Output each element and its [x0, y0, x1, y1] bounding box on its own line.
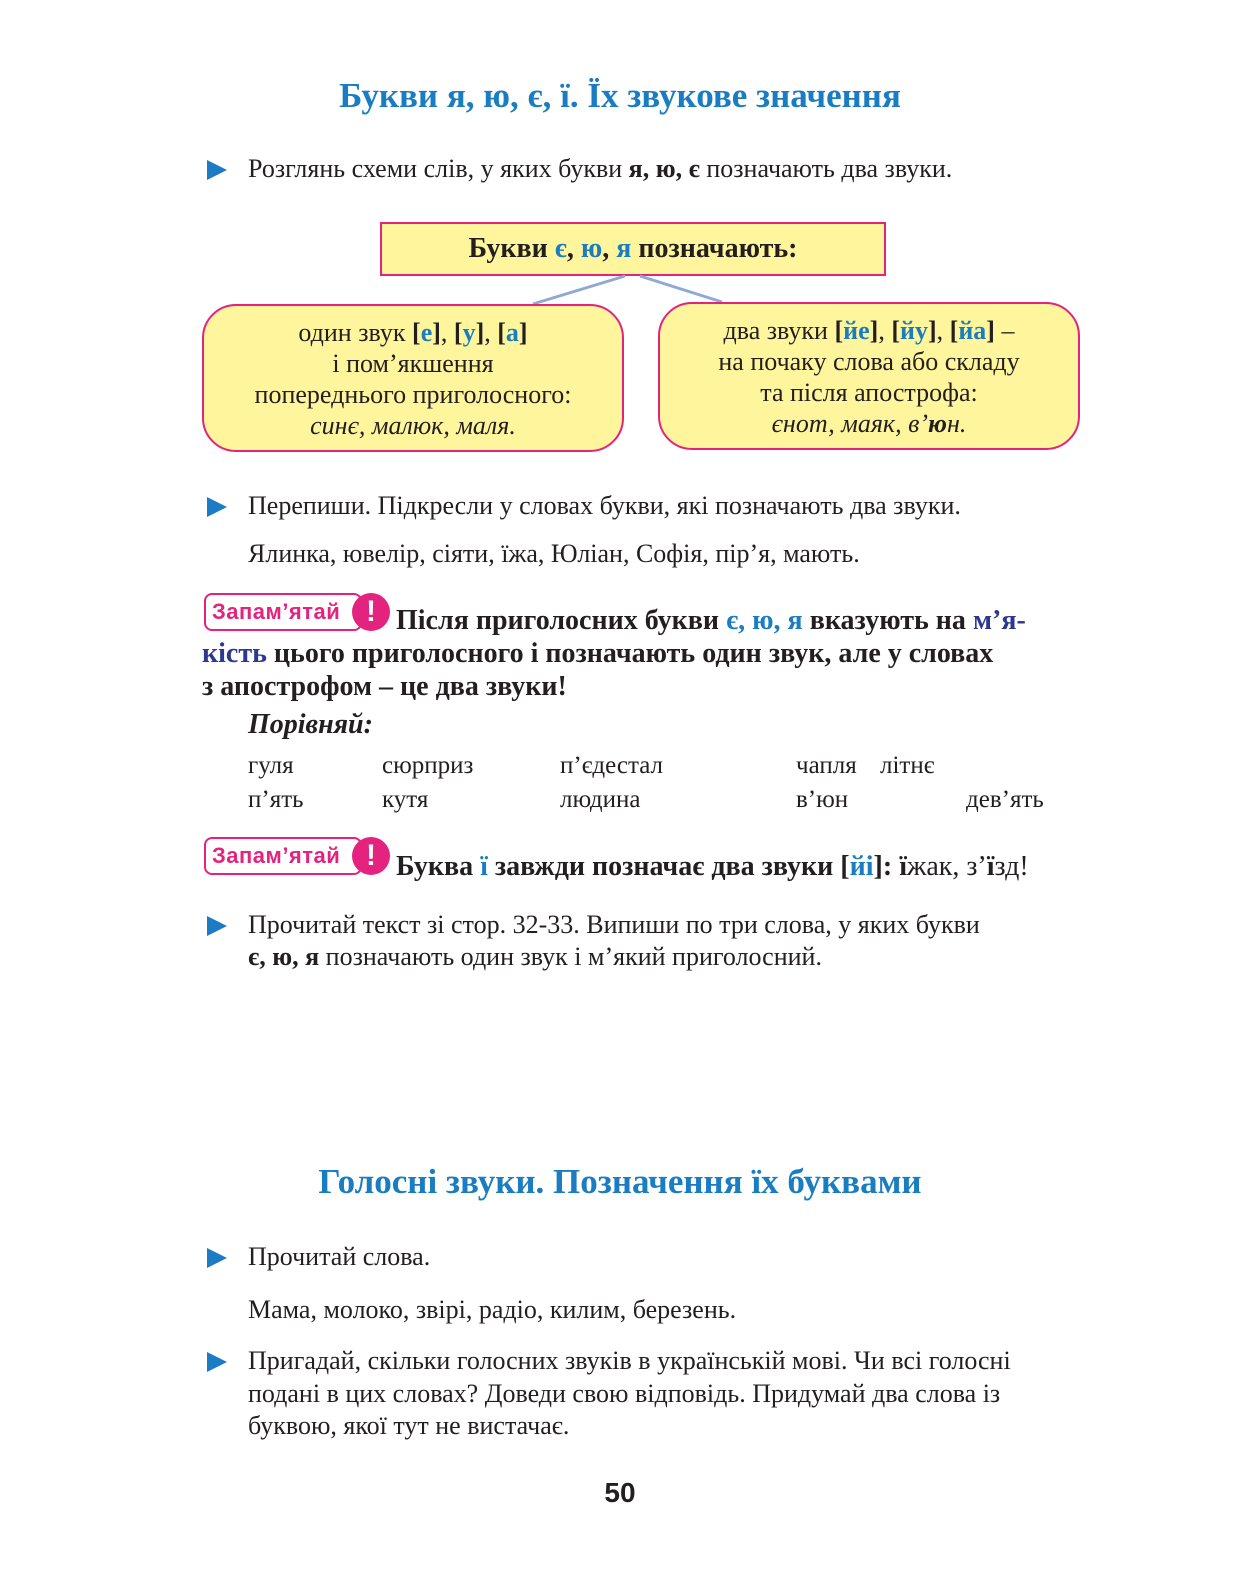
task-4-text: Прочитай слова.: [248, 1242, 431, 1271]
memo-2-text: Буква ї завжди позначає два звуки [йі]: їжак, з’їзд!: [396, 851, 1029, 882]
compare-word: чапля: [796, 752, 857, 779]
task-1-text: Розглянь схеми слів, у яких букви я, ю, є позначають два звуки.: [248, 154, 953, 183]
two-sounds-line-3: та після апострофа:: [760, 378, 978, 407]
remember-badge-label: Запам’ятай: [204, 837, 362, 875]
two-sounds-bubble: [658, 302, 1080, 450]
section-title-2: Голосні звуки. Позначення їх буквами: [318, 1162, 922, 1201]
compare-word: дев’ять: [966, 786, 1044, 813]
two-sounds-line-2: на почаку слова або складу: [718, 347, 1020, 376]
compare-word: п’ять: [248, 786, 304, 813]
compare-word: в’юн: [796, 786, 849, 813]
task-5-line-1: Пригадай, скільки голосних звуків в українській мові. Чи всі голосні: [248, 1346, 1011, 1375]
remember-badge: [202, 593, 392, 631]
task-3-line-1: Прочитай текст зі стор. 32-33. Випиши по три слова, у яких букви: [248, 910, 980, 939]
compare-word: гуля: [248, 752, 294, 779]
page-number: 50: [604, 1477, 636, 1508]
memo-1-line-2: кість цього приголосного і позначають один звук, але у словах: [202, 638, 994, 669]
connector-lines: [0, 0, 1240, 320]
task-arrow-icon: [207, 1352, 227, 1372]
one-sound-line-1: один звук [е], [у], [а]: [298, 318, 528, 347]
exclamation-icon: !: [352, 593, 390, 631]
task-arrow-icon: [207, 916, 227, 936]
task-arrow-icon: [207, 497, 227, 517]
compare-word: літнє: [880, 752, 935, 779]
task-4-words: Мама, молоко, звірі, радіо, килим, березень.: [248, 1295, 737, 1324]
compare-word: людина: [560, 786, 641, 813]
memo-1-line-1: Після приголосних букви є, ю, я вказують на м’я-: [396, 605, 1026, 636]
task-2-text: Перепиши. Підкресли у словах букви, які позначають два звуки.: [248, 491, 961, 520]
one-sound-bubble: [202, 304, 624, 452]
remember-badge-label: Запам’ятай: [204, 593, 362, 631]
rule-box: Букви є, ю, я позначають:: [380, 222, 886, 276]
task-2-words: Ялинка, ювелір, сіяти, їжа, Юліан, Софія, пір’я, мають.: [248, 539, 860, 568]
exclamation-icon: !: [352, 837, 390, 875]
task-3-line-2: є, ю, я позначають один звук і м’який приголосний.: [248, 942, 822, 971]
two-sounds-examples: єнот, маяк, в’юн.: [771, 409, 967, 438]
two-sounds-line-1: два звуки [йе], [йу], [йа] –: [723, 316, 1015, 345]
one-sound-line-2: і пом’якшення: [332, 349, 494, 378]
compare-word: сюрприз: [382, 752, 474, 779]
task-5-line-2: подані в цих словах? Доведи свою відповідь. Придумай два слова із: [248, 1379, 1001, 1408]
memo-1-line-3: з апострофом – це два звуки!: [202, 671, 567, 702]
task-5-line-3: буквою, якої тут не вистачає.: [248, 1411, 570, 1440]
task-arrow-icon: [207, 1248, 227, 1268]
remember-badge: [202, 837, 392, 875]
one-sound-examples: синє, малюк, маля.: [310, 411, 516, 440]
compare-label: Порівняй:: [248, 709, 373, 740]
compare-word: кутя: [382, 786, 429, 813]
section-title-1: Букви я, ю, є, ї. Їх звукове значення: [339, 76, 901, 115]
one-sound-line-3: попереднього приголосного:: [254, 380, 572, 409]
compare-word: п’єдестал: [560, 752, 663, 779]
